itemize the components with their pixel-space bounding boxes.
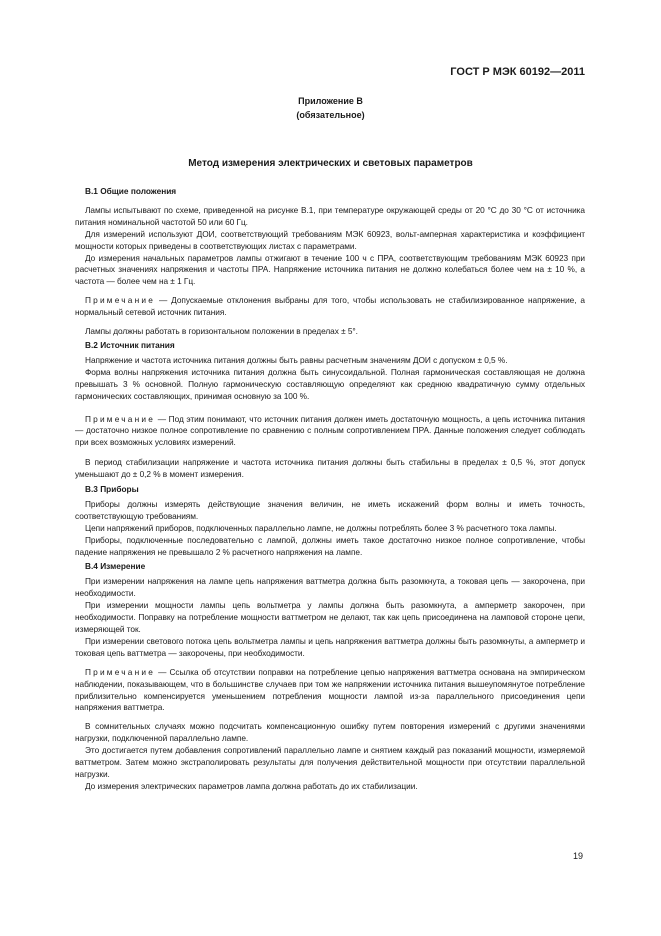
page-title: Метод измерения электрических и световых параметров [188,158,473,169]
standard-header: ГОСТ Р МЭК 60192—2011 [450,66,585,78]
section-b1-heading: В.1 Общие положения [85,186,177,196]
note-paragraph [75,414,585,450]
paragraph: Цепи напряжений приборов, подключенных параллельно лампе, не должны потреблять более 3 % расчетного тока лампы. [85,522,557,533]
paragraph: В сомнительных случаях можно подсчитать компенсационную ошибку путем повторения измерений с другими значениями нагрузки, подключенной параллельно лампе. [75,721,585,744]
appendix-label: Приложение В [298,96,363,106]
paragraph: Приборы, подключенные последовательно с лампой, должны иметь такое достаточно низкое полное сопротивление, чтобы падение напряжения не превышало 2 % расчетного напряжения на лампе. [75,534,585,557]
section-b3-heading: В.3 Приборы [85,484,139,495]
paragraph: Это достигается путем добавления сопротивлений параллельно лампе и снятием каждый раз показаний мощности, измеряемой ваттметром. Затем можно экстраполировать результаты для получения действительной мощности при отсутствии параллельной нагрузки. [75,745,585,779]
note-paragraph [75,667,585,715]
note-text: — Допускаемые отклонения выбраны для того, чтобы использовать не стабилизированное напряжение, а нормальный сетевой источник питания. [75,295,585,318]
paragraph: Лампы испытывают по схеме, приведенной на рисунке В.1, при температуре окружающей среды от 20 °С до 30 °С от источника питания номинальной частотой 50 или 60 Гц. [75,204,585,227]
paragraph: При измерении светового потока цепь вольтметра лампы и цепь напряжения ваттметра должны быть разомкнуты, а амперметр и токовая цепь ваттметра — закорочены, при необходимости. [75,635,585,658]
note-label: Примечание [85,295,156,306]
paragraph: При измерении напряжения на лампе цепь напряжения ваттметра должна быть разомкнута, а токовая цепь — закорочена, при необходимости. [75,576,585,599]
note-label: Примечание [85,413,156,424]
section-b4-heading: В.4 Измерение [85,561,146,572]
appendix-status: (обязательное) [296,110,365,120]
paragraph: До измерения начальных параметров лампы отжигают в течение 100 ч с ПРА, соответствующим требованиям МЭК 60923 при расчетных значениях напряжения и частоты ПРА. Напряжение источника питания не должно колебаться более чем на ± 10 %, а частота — более чем на ± 1 Гц. [75,252,585,287]
page-number: 19 [572,851,583,861]
paragraph: При измерении мощности лампы цепь вольтметра у лампы должна быть разомкнута, а амперметр закорочен, при необходимости. Поправку на потребление мощности ваттметром не делают, так как цепь присоединена на ламповой стороне цепи, измеряющей ток. [75,600,585,634]
paragraph: До измерения электрических параметров лампа должна работать до их стабилизации. [85,780,418,791]
note-paragraph [75,295,585,319]
section-b2-heading: В.2 Источник питания [85,339,175,350]
document-body [75,186,585,793]
note-label: Примечание [85,666,156,677]
paragraph: Форма волны напряжения источника питания должна быть синусоидальной. Полная гармоническая составляющая не должна превышать 3 % основной. Полную гармоническую составляющую определяют как среднюю квадратичную сумму отдельных гармонических составляющих, принимая основную за 100 %. [75,366,585,401]
paragraph: Лампы должны работать в горизонтальном положении в пределах ± 5°. [85,326,358,337]
paragraph: Для измерений используют ДОИ, соответствующий требованиям МЭК 60923, вольт-амперная характеристика и коэффициент мощности которых приведены в соответствующих листах с параметрами. [75,228,585,251]
note-text: — Под этим понимают, что источник питания должен иметь достаточную мощность, а цепь источника питания — достаточно низкое полное сопротивление по сравнению с полным сопротивлением ПРА. Данные положения следует соблюдать при всех возможных условиях измерений. [75,413,585,448]
paragraph: В период стабилизации напряжение и частота источника питания должны быть стабильны в пределах ± 0,5 %, этот допуск уменьшают до ± 0,2 % в момент измерения. [75,457,585,480]
paragraph: Напряжение и частота источника питания должны быть равны расчетным значениям ДОИ с допуском ± 0,5 %. [85,354,508,365]
note-text: — Ссылка об отсутствии поправки на потребление цепью напряжения ваттметра основана на эмпирическом наблюдении, показывающем, что в большинстве случаев при том же напряжении источника питания вышеупомянутое потребление приблизительно компенсируется уменьшением потребления мощности лампой из-за параллельного присоединения цепи напряжения ваттметра. [75,666,585,713]
paragraph: Приборы должны измерять действующие значения величин, не иметь искажений форм волны и иметь точность, соответствующую требованиям. [75,498,585,521]
